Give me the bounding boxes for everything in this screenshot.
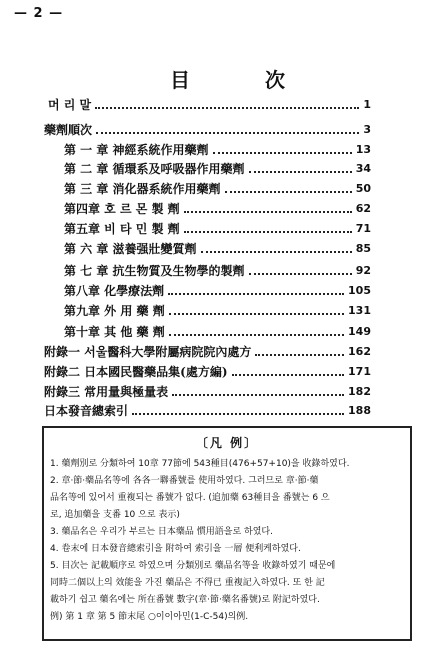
explanatory-notes-box — [42, 426, 412, 641]
toc-entry-page: 13 — [355, 143, 371, 156]
toc-entry-page: 3 — [363, 123, 371, 136]
notes-title: 〔凡 例〕 — [195, 436, 259, 450]
toc-entry — [0, 220, 423, 238]
note-line: 4. 卷末에 日本發音總索引을 附하여 索引을 一層 便利케하였다. — [50, 544, 301, 554]
toc-entry — [0, 363, 423, 381]
toc-entry-page: 162 — [348, 345, 371, 358]
toc-entry-label: 第四章 호 르 몬 製 劑 — [64, 202, 180, 216]
toc-entry-page: 71 — [355, 222, 371, 235]
toc-entry-page: 171 — [348, 365, 371, 378]
toc-entry-page: 1 — [363, 98, 371, 111]
leader-dots — [95, 93, 359, 109]
toc-entry-page: 105 — [348, 284, 371, 297]
leader-dots — [232, 360, 344, 376]
leader-dots — [225, 177, 352, 193]
leader-dots — [168, 279, 344, 295]
toc-entry-label: 附錄三 常用量與極量表 — [44, 385, 169, 399]
toc-entry-page: 85 — [355, 242, 371, 255]
note-line: 3. 藥品名은 우리가 부르는 日本藥品 慣用語을로 하였다. — [50, 527, 273, 537]
toc-entry — [0, 402, 423, 420]
toc-entry-label: 머 리 말 — [48, 98, 92, 112]
toc-entry-page: 50 — [355, 182, 371, 195]
toc-entry-label: 第 二 章 循環系及呼吸器作用藥劑 — [64, 162, 245, 176]
toc-entry-page: 188 — [348, 404, 371, 417]
toc-entry — [0, 180, 423, 198]
toc-entry — [0, 262, 423, 280]
page-number: — 2 — — [14, 6, 64, 21]
note-line: 載하기 쉽고 藥名에는 所在番號 數字(章·節·藥名番號)로 附記하였다. — [50, 595, 320, 605]
toc-entry-page: 131 — [348, 304, 371, 317]
toc-entry-label: 第八章 化學療法劑 — [64, 284, 165, 298]
toc-entry — [0, 160, 423, 178]
note-line: 1. 藥劑別로 分類하여 10章 77節에 543種目(476+57+10)을 收錄하였다. — [50, 459, 350, 469]
leader-dots — [184, 217, 352, 233]
toc-entry-label: 藥劑順次 — [44, 123, 93, 137]
toc-entry-label: 第九章 外 用 藥 劑 — [64, 304, 165, 318]
leader-dots — [255, 340, 344, 356]
leader-dots — [184, 197, 352, 213]
toc-entry-page: 62 — [355, 202, 371, 215]
toc-entry — [0, 96, 423, 114]
note-line: 品名等에 있어서 重複되는 番號가 없다. (追加藥 63種目을 番號는 6 으 — [50, 493, 330, 503]
toc-entry-label: 日本發音總索引 — [44, 404, 129, 418]
toc-entry-label: 第 六 章 滋養强壯變質劑 — [64, 242, 197, 256]
page-title: 目 次 — [170, 68, 319, 92]
toc-entry-label: 第 七 章 抗生物質及生物學的製劑 — [64, 264, 245, 278]
note-line: 5. 目次는 記載順序로 하였으며 分類別로 藥品名等을 收錄하였기 때문에 — [50, 561, 336, 571]
leader-dots — [172, 380, 344, 396]
toc-entry-page: 149 — [348, 325, 371, 338]
note-line: 同時二個以上의 效能을 가진 藥品은 不得已 重複記入하였다. 또 한 記 — [50, 578, 325, 588]
leader-dots — [249, 157, 352, 173]
toc-entry — [0, 302, 423, 320]
toc-entry-label: 附錄二 日本國民醫藥品集(處方編) — [44, 365, 228, 379]
toc-entry-label: 第 三 章 消化器系統作用藥劑 — [64, 182, 221, 196]
leader-dots — [169, 320, 344, 336]
note-line: 로, 追加藥을 支番 10 으로 表示) — [50, 510, 180, 520]
leader-dots — [213, 138, 352, 154]
toc-entry — [0, 343, 423, 361]
toc-entry-label: 第十章 其 他 藥 劑 — [64, 325, 165, 339]
note-line: 例) 第 1 章 第 5 節末尾 ○이이아민(1-C-54)의例. — [50, 612, 249, 622]
toc-entry-page: 34 — [355, 162, 371, 175]
toc-entry — [0, 282, 423, 300]
toc-entry-label: 第五章 비 타 민 製 劑 — [64, 222, 180, 236]
note-line: 2. 章·節·藥品名等에 各各一聯番號를 使用하였다. 그러므로 章·節·藥 — [50, 476, 319, 486]
toc-entry — [0, 121, 423, 139]
toc-entry — [0, 323, 423, 341]
toc-entry — [0, 141, 423, 159]
toc-entry-label: 附錄一 서울醫科大學附屬病院院內處方 — [44, 345, 252, 359]
toc-entry-page: 182 — [348, 385, 371, 398]
toc-entry — [0, 240, 423, 258]
leader-dots — [132, 399, 344, 415]
toc-entry-page: 92 — [355, 264, 371, 277]
toc-entry — [0, 200, 423, 218]
toc-entry-label: 第 一 章 神經系統作用藥劑 — [64, 143, 209, 157]
leader-dots — [201, 237, 352, 253]
leader-dots — [249, 259, 352, 275]
leader-dots — [96, 118, 359, 134]
leader-dots — [169, 299, 344, 315]
